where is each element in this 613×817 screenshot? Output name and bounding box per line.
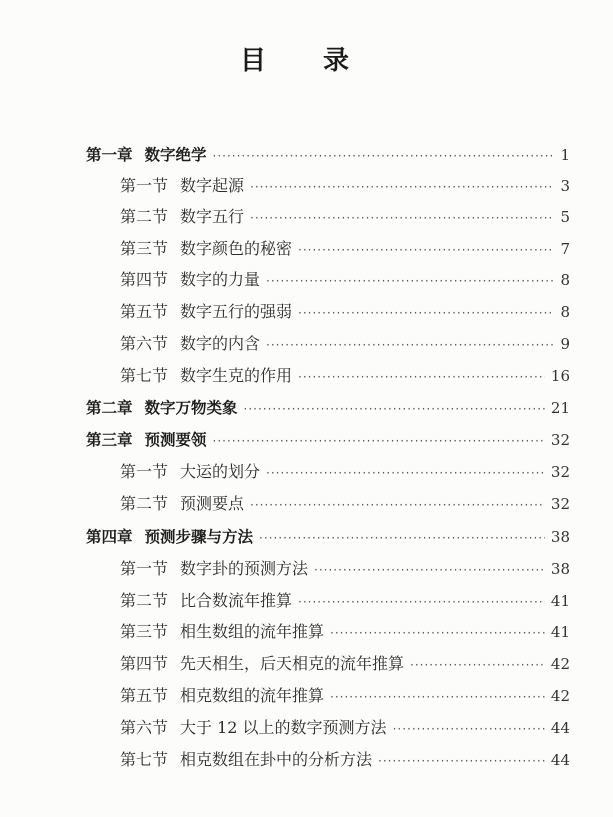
entry-number: 第五节	[120, 302, 169, 321]
entry-title: 数字起源	[180, 176, 245, 195]
entry-title: 预测要点	[180, 494, 245, 513]
toc-section[interactable]	[120, 586, 570, 616]
page-number: 7	[560, 240, 570, 258]
dot-leader	[298, 235, 554, 265]
entry-number: 第二节	[120, 494, 169, 513]
entry-number: 第五节	[120, 686, 169, 705]
entry-number: 第三节	[120, 622, 169, 641]
entry-title: 数字颜色的秘密	[180, 239, 293, 258]
entry-title: 先天相生，后天相克的流年推算	[180, 654, 405, 673]
entry-title: 数字的力量	[180, 270, 261, 289]
dot-leader	[298, 298, 554, 328]
entry-title: 比合数流年推算	[180, 591, 293, 610]
page-number: 8	[560, 303, 570, 321]
entry-title: 大于 12 以上的数字预测方法	[180, 718, 387, 737]
entry-number: 第一节	[120, 559, 169, 578]
entry-title: 数字绝学	[144, 146, 207, 164]
dot-leader	[410, 650, 545, 680]
page-number: 38	[550, 560, 570, 578]
page-number: 32	[550, 495, 570, 513]
page-number: 5	[560, 208, 570, 226]
page-number: 9	[560, 335, 570, 353]
page-number: 42	[550, 655, 570, 673]
dot-leader	[330, 618, 545, 648]
entry-title: 预测步骤与方法	[144, 528, 254, 546]
page-number: 1	[560, 146, 570, 164]
entry-title: 数字五行	[180, 207, 245, 226]
entry-number: 第二节	[120, 591, 169, 610]
page-number: 32	[550, 431, 570, 449]
dot-leader	[244, 394, 545, 424]
page-number: 41	[550, 592, 570, 610]
entry-number: 第一章	[86, 146, 133, 164]
page-number: 3	[560, 177, 570, 195]
dot-leader	[393, 714, 545, 744]
page-number: 44	[550, 719, 570, 737]
dot-leader	[330, 682, 545, 712]
entry-title: 数字卦的预测方法	[180, 559, 309, 578]
entry-number: 第四章	[86, 528, 133, 546]
entry-title: 数字五行的强弱	[180, 302, 293, 321]
toc-chapter[interactable]	[86, 522, 570, 552]
entry-title: 相生数组的流年推算	[180, 622, 325, 641]
dot-leader	[250, 203, 554, 233]
entry-number: 第六节	[120, 718, 169, 737]
entry-title: 大运的划分	[180, 462, 261, 481]
dot-leader	[213, 426, 545, 456]
toc-section[interactable]	[120, 329, 570, 359]
toc-section[interactable]	[120, 489, 570, 519]
dot-leader	[266, 266, 554, 296]
dot-leader	[259, 523, 545, 553]
entry-number: 第二章	[86, 399, 133, 417]
toc-section[interactable]	[120, 265, 570, 295]
page-number: 42	[550, 687, 570, 705]
entry-title: 相克数组的流年推算	[180, 686, 325, 705]
page-number: 44	[550, 751, 570, 769]
entry-number: 第四节	[120, 270, 169, 289]
toc-chapter[interactable]	[86, 393, 570, 423]
entry-number: 第一节	[120, 176, 169, 195]
entry-title: 数字万物类象	[144, 399, 238, 417]
toc-chapter[interactable]	[86, 140, 570, 170]
toc-section[interactable]	[120, 745, 570, 775]
toc-section[interactable]	[120, 361, 570, 391]
dot-leader	[298, 362, 545, 392]
entry-number: 第三章	[86, 431, 133, 449]
entry-title: 预测要领	[144, 431, 207, 449]
entry-number: 第七节	[120, 366, 169, 385]
entry-title: 相克数组在卦中的分析方法	[180, 750, 373, 769]
toc-section[interactable]	[120, 171, 570, 201]
toc-section[interactable]	[120, 713, 570, 743]
toc-section[interactable]	[120, 681, 570, 711]
page-number: 41	[550, 623, 570, 641]
page-number: 32	[550, 463, 570, 481]
toc-chapter[interactable]	[86, 425, 570, 455]
page-number: 8	[560, 271, 570, 289]
entry-title: 数字的内含	[180, 334, 261, 353]
dot-leader	[250, 172, 554, 202]
entry-number: 第三节	[120, 239, 169, 258]
dot-leader	[266, 330, 554, 360]
toc-section[interactable]	[120, 234, 570, 264]
entry-number: 第四节	[120, 654, 169, 673]
page-number: 38	[550, 528, 570, 546]
dot-leader	[378, 746, 545, 776]
toc-section[interactable]	[120, 457, 570, 487]
page-number: 16	[550, 367, 570, 385]
page-title: 目 录	[239, 46, 374, 76]
toc-section[interactable]	[120, 649, 570, 679]
toc-section[interactable]	[120, 617, 570, 647]
dot-leader	[250, 490, 545, 520]
toc-section[interactable]	[120, 297, 570, 327]
entry-number: 第七节	[120, 750, 169, 769]
dot-leader	[213, 141, 555, 171]
entry-number: 第一节	[120, 462, 169, 481]
dot-leader	[266, 458, 545, 488]
entry-number: 第二节	[120, 207, 169, 226]
page-number: 21	[550, 399, 570, 417]
dot-leader	[314, 555, 545, 585]
entry-title: 数字生克的作用	[180, 366, 293, 385]
toc-section[interactable]	[120, 554, 570, 584]
entry-number: 第六节	[120, 334, 169, 353]
dot-leader	[298, 587, 545, 617]
toc-section[interactable]	[120, 202, 570, 232]
